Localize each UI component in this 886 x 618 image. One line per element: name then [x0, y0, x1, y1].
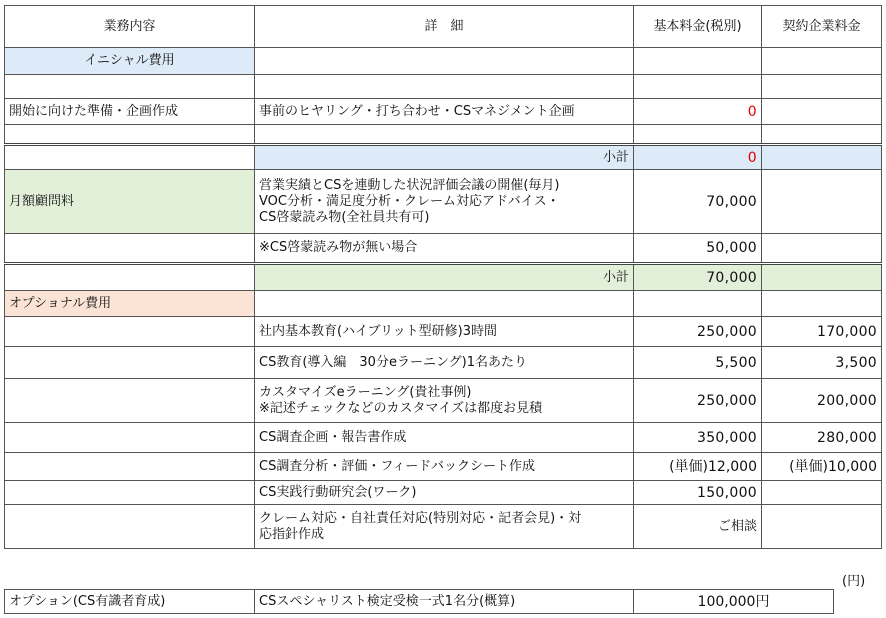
optional-detail-line-2: ※記述チェックなどのカスタマイズは都度お見積: [259, 400, 543, 416]
optional-item-member: [762, 505, 882, 549]
optional-item-row: [5, 453, 882, 481]
option-price: 100,000円: [634, 590, 834, 614]
optional-item-base: ご相談: [634, 505, 762, 549]
initial-subtotal-value: 0: [634, 145, 762, 170]
monthly-subtotal-label: 小計: [255, 264, 634, 291]
initial-item-label: 開始に向けた準備・企画作成: [5, 99, 255, 125]
option-row: [5, 590, 834, 614]
optional-item-detail: CS教育(導入編 30分eラーニング)1名あたり: [255, 347, 634, 379]
monthly-item-row: [5, 170, 882, 234]
option-table: [4, 589, 834, 614]
option-label: オプション(CS有識者育成): [5, 590, 255, 614]
pricing-table: [4, 5, 882, 549]
optional-item-base: 250,000: [634, 317, 762, 347]
header-service: 業務内容: [5, 6, 255, 48]
initial-item-row: [5, 99, 882, 125]
monthly-detail-line-1: 営業実績とCSを連動した状況評価会議の開催(毎月): [259, 177, 560, 193]
header-detail: 詳 細: [255, 6, 634, 48]
optional-item-detail: CS調査企画・報告書作成: [255, 423, 634, 453]
initial-subtotal-row: [5, 145, 882, 170]
option-detail: CSスペシャリスト検定受検一式1名分(概算): [255, 590, 634, 614]
optional-item-detail: [255, 379, 634, 423]
unit-note: (円): [842, 574, 866, 589]
header-row: [5, 6, 882, 48]
optional-item-row: [5, 481, 882, 505]
optional-item-member: 170,000: [762, 317, 882, 347]
monthly-subtotal-value: 70,000: [634, 264, 762, 291]
optional-item-detail: CS調査分析・評価・フィードバックシート作成: [255, 453, 634, 481]
optional-item-base: 5,500: [634, 347, 762, 379]
initial-section-row: [5, 48, 882, 75]
optional-item-row: [5, 317, 882, 347]
optional-detail-line-2: 応指針作成: [259, 526, 325, 542]
header-member-price: 契約企業料金: [762, 6, 882, 48]
optional-item-base: (単価)12,000: [634, 453, 762, 481]
initial-item-detail: 事前のヒヤリング・打ち合わせ・CSマネジメント企画: [255, 99, 634, 125]
optional-section-row: [5, 291, 882, 317]
optional-item-base: 350,000: [634, 423, 762, 453]
optional-detail-line-1: クレーム対応・自社責任対応(特別対応・記者会見)・対: [259, 510, 582, 526]
monthly-detail-line-3: CS啓蒙読み物(全社員共有可): [259, 209, 430, 225]
monthly-alt-price: 50,000: [634, 234, 762, 264]
monthly-alt-detail: ※CS啓蒙読み物が無い場合: [255, 234, 634, 264]
monthly-section-label: 月額顧問料: [5, 170, 255, 234]
optional-item-detail: CS実践行動研究会(ワーク): [255, 481, 634, 505]
optional-item-member: 200,000: [762, 379, 882, 423]
monthly-item-detail: [255, 170, 634, 234]
optional-item-member: 3,500: [762, 347, 882, 379]
optional-item-row: [5, 505, 882, 549]
optional-detail-line-1: カスタマイズeラーニング(貴社事例): [259, 384, 472, 400]
initial-item-price: 0: [634, 99, 762, 125]
monthly-detail-line-2: VOC分析・満足度分析・クレーム対応アドバイス・: [259, 193, 560, 209]
monthly-item-price: 70,000: [634, 170, 762, 234]
header-base-price: 基本料金(税別): [634, 6, 762, 48]
monthly-alt-row: [5, 234, 882, 264]
initial-subtotal-label: 小計: [255, 145, 634, 170]
optional-section-label: オプショナル費用: [5, 291, 255, 317]
optional-item-detail: [255, 505, 634, 549]
optional-item-base: 150,000: [634, 481, 762, 505]
optional-item-base: 250,000: [634, 379, 762, 423]
optional-item-member: (単価)10,000: [762, 453, 882, 481]
optional-item-row: [5, 347, 882, 379]
optional-item-detail: 社内基本教育(ハイブリット型研修)3時間: [255, 317, 634, 347]
optional-item-row: [5, 379, 882, 423]
initial-section-label: イニシャル費用: [5, 48, 255, 75]
optional-item-member: [762, 481, 882, 505]
optional-item-member: 280,000: [762, 423, 882, 453]
monthly-subtotal-row: [5, 264, 882, 291]
optional-item-row: [5, 423, 882, 453]
